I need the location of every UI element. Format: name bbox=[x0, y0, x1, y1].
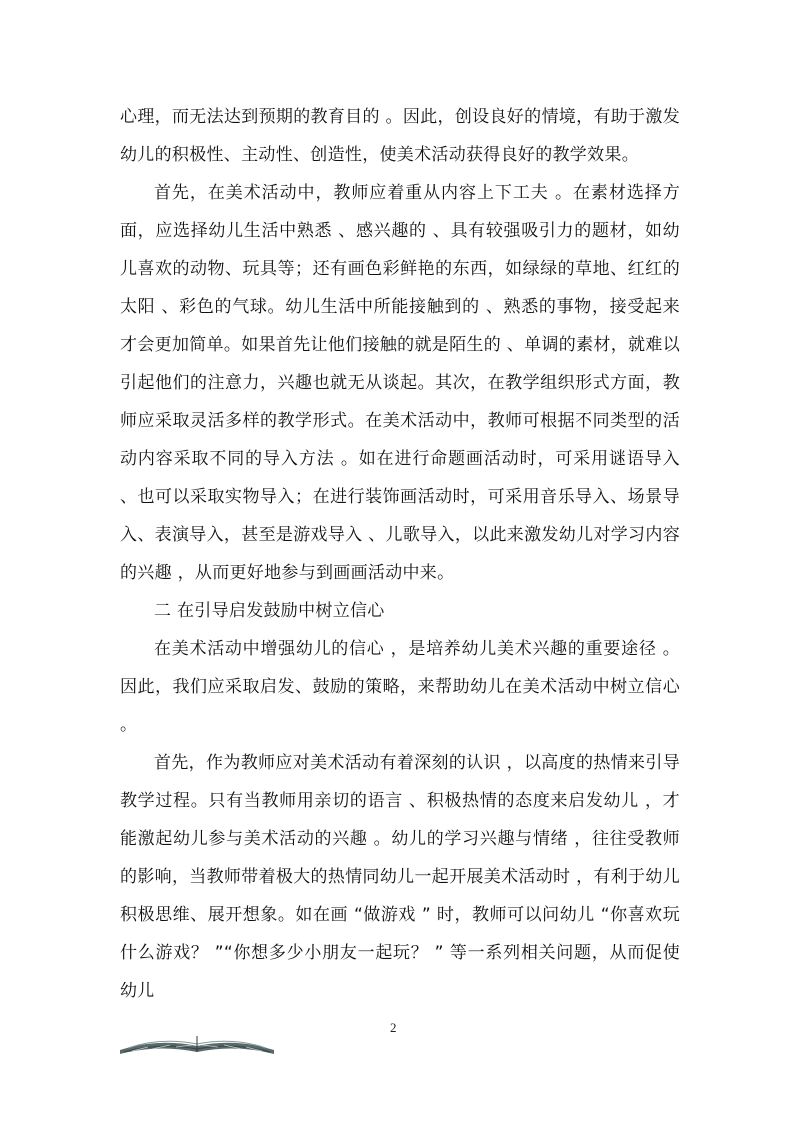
page-number: 2 bbox=[390, 1020, 397, 1035]
paragraph-content-selection: 首先，在美术活动中，教师应着重从内容上下工夫 。在素材选择方面，应选择幼儿生活中熟悉 、感兴趣的 、具有较强吸引力的题材，如幼儿喜欢的动物、玩具等；还有画色彩鲜艳的东西，如绿绿的草地、红红的太阳 、彩色的气球。幼儿生活中所能接触到的 、熟悉的事物，接受起来才会更加简单。如果首先让他们接触的就是陌生的 、单调的素材，就难以引起他们的注意力，兴趣也就无从谈起。其次，在教学组织形式方面，教师应采取灵活多样的教学形式。在美术活动中，教师可根据不同类型的活动内容采取不同的导入方法 。如在进行命题画活动时，可采用谜语导入 、也可以采取实物导入；在进行装饰画活动时，可采用音乐导入、场景导入、表演导入，甚至是游戏导入 、儿歌导入，以此来激发幼儿对学习内容的兴趣 ，从而更好地参与到画画活动中来。 bbox=[120, 183, 680, 583]
section-heading: 二 在引导启发鼓励中树立信心 bbox=[154, 601, 385, 621]
paragraph-confidence-intro: 在美术活动中增强幼儿的信心 ，是培养幼儿美术兴趣的重要途径 。因此，我们应采取启发、鼓励的策略，来帮助幼儿在美术活动中树立信心 。 bbox=[120, 639, 680, 735]
document-body bbox=[120, 98, 680, 1010]
page-footer bbox=[0, 1012, 794, 1072]
open-book-icon bbox=[118, 1032, 276, 1058]
paragraph-teacher-enthusiasm: 首先，作为教师应对美术活动有着深刻的认识 ，以高度的热情来引导教学过程。只有当教师用亲切的语言 、积极热情的态度来启发幼儿 ，才能激起幼儿参与美术活动的兴趣 。幼儿的学习兴趣与情绪 ，往往受教师的影响，当教师带着极大的热情同幼儿一起开展美术活动时 ，有利于幼儿积极思维、展开想象。如在画 “做游戏 ” 时，教师可以问幼儿 “你喜欢玩什么游戏？ ”“你想多少小朋友一起玩？ ” 等一系列相关问题，从而促使幼儿 bbox=[120, 753, 680, 1001]
paragraph-continued: 心理，而无法达到预期的教育目的 。因此，创设良好的情境，有助于激发幼儿的积极性、主动性、创造性，使美术活动获得良好的教学效果。 bbox=[120, 107, 680, 165]
